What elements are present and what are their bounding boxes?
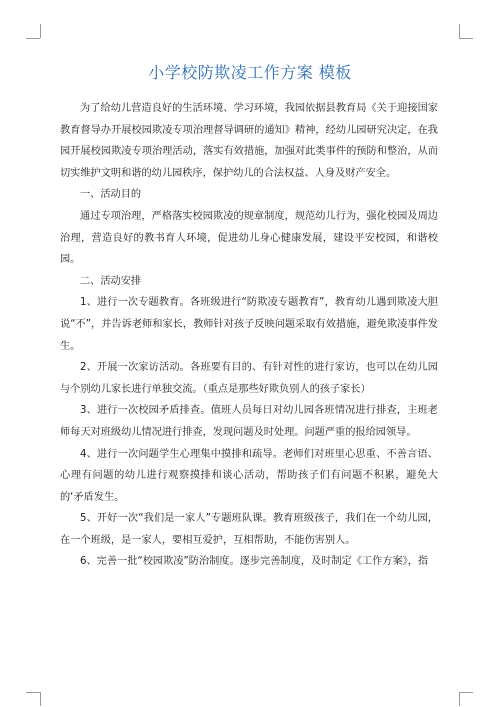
crop-mark-bottom-left-h: [26, 692, 40, 693]
crop-mark-bottom-right-h: [459, 692, 473, 693]
arrangement-item-4: 4、进行一次问题学生心理集中摸排和疏导。老师们对班里心思重、不善言语、心理有问题的幼儿进行观察摸排和谈心活动，帮助孩子们有问题不积累，避免大的‘矛盾发生。: [60, 448, 438, 503]
arrangement-item-3: 3、进行一次校园矛盾排查。值班人员每日对幼儿园各班情况进行排查，主班老师每天对班级幼儿情况进行排查，发现问题及时处理。问题严重的报给园领导。: [60, 405, 438, 438]
crop-mark-top-right-h: [459, 38, 473, 39]
document-body: [60, 98, 438, 573]
arrangement-item-1: 1、进行一次专题教育。各班级进行“防欺凌专题教育”，教育幼儿遇到欺凌大胆说“不”，并告诉老师和家长，教师针对孩子反映问题采取有效措施，避免欺凌事件发生。: [60, 297, 438, 352]
arrangement-item-6: 6、完善一批“校园欺凌”防治制度。逐步完善制度，及时制定《工作方案》，指: [80, 556, 429, 568]
arrangement-item-5: 5、开好一次“我们是一家人”专题班队课。教育班级孩子，我们在一个幼儿园，在一个班级，是一家人，要相互爱护，互相帮助，不能伤害别人。: [60, 513, 438, 546]
section-heading-purpose: 一、活动目的: [80, 189, 142, 201]
crop-mark-bottom-right-v: [459, 692, 460, 706]
crop-mark-top-left-h: [26, 38, 40, 39]
purpose-paragraph: 通过专项治理，严格落实校园欺凌的规章制度，规范幼儿行为，强化校园及周边治理，营造良好的教书育人环境，促进幼儿身心健康发展，建设平安校园，和谐校园。: [60, 210, 438, 266]
crop-mark-top-right-v: [459, 24, 460, 38]
section-heading-arrangement: 二、活动安排: [80, 275, 142, 287]
arrangement-item-2: 2、开展一次家访活动。各班要有目的、有针对性的进行家访，也可以在幼儿园与个别幼儿家长进行单独交流。（重点是那些好欺负别人的孩子家长）: [60, 362, 438, 395]
crop-mark-top-left-v: [40, 24, 41, 38]
crop-mark-bottom-left-v: [40, 692, 41, 706]
document-title: 小学校防欺凌工作方案 模板: [148, 63, 352, 82]
intro-paragraph: 为了给幼儿营造良好的生活环境、学习环境，我园依据县教育局《关于迎接国家教育督导办开展校园欺凌专项治理督导调研的通知》精神，经幼儿园研究决定，在我园开展校园欺凌专项治理活动，落实有效措施，加强对此类事件的预防和整治，从而切实维护文明和谐的幼儿园秩序，保护幼儿的合法权益、人身及财产安全。: [60, 103, 438, 179]
